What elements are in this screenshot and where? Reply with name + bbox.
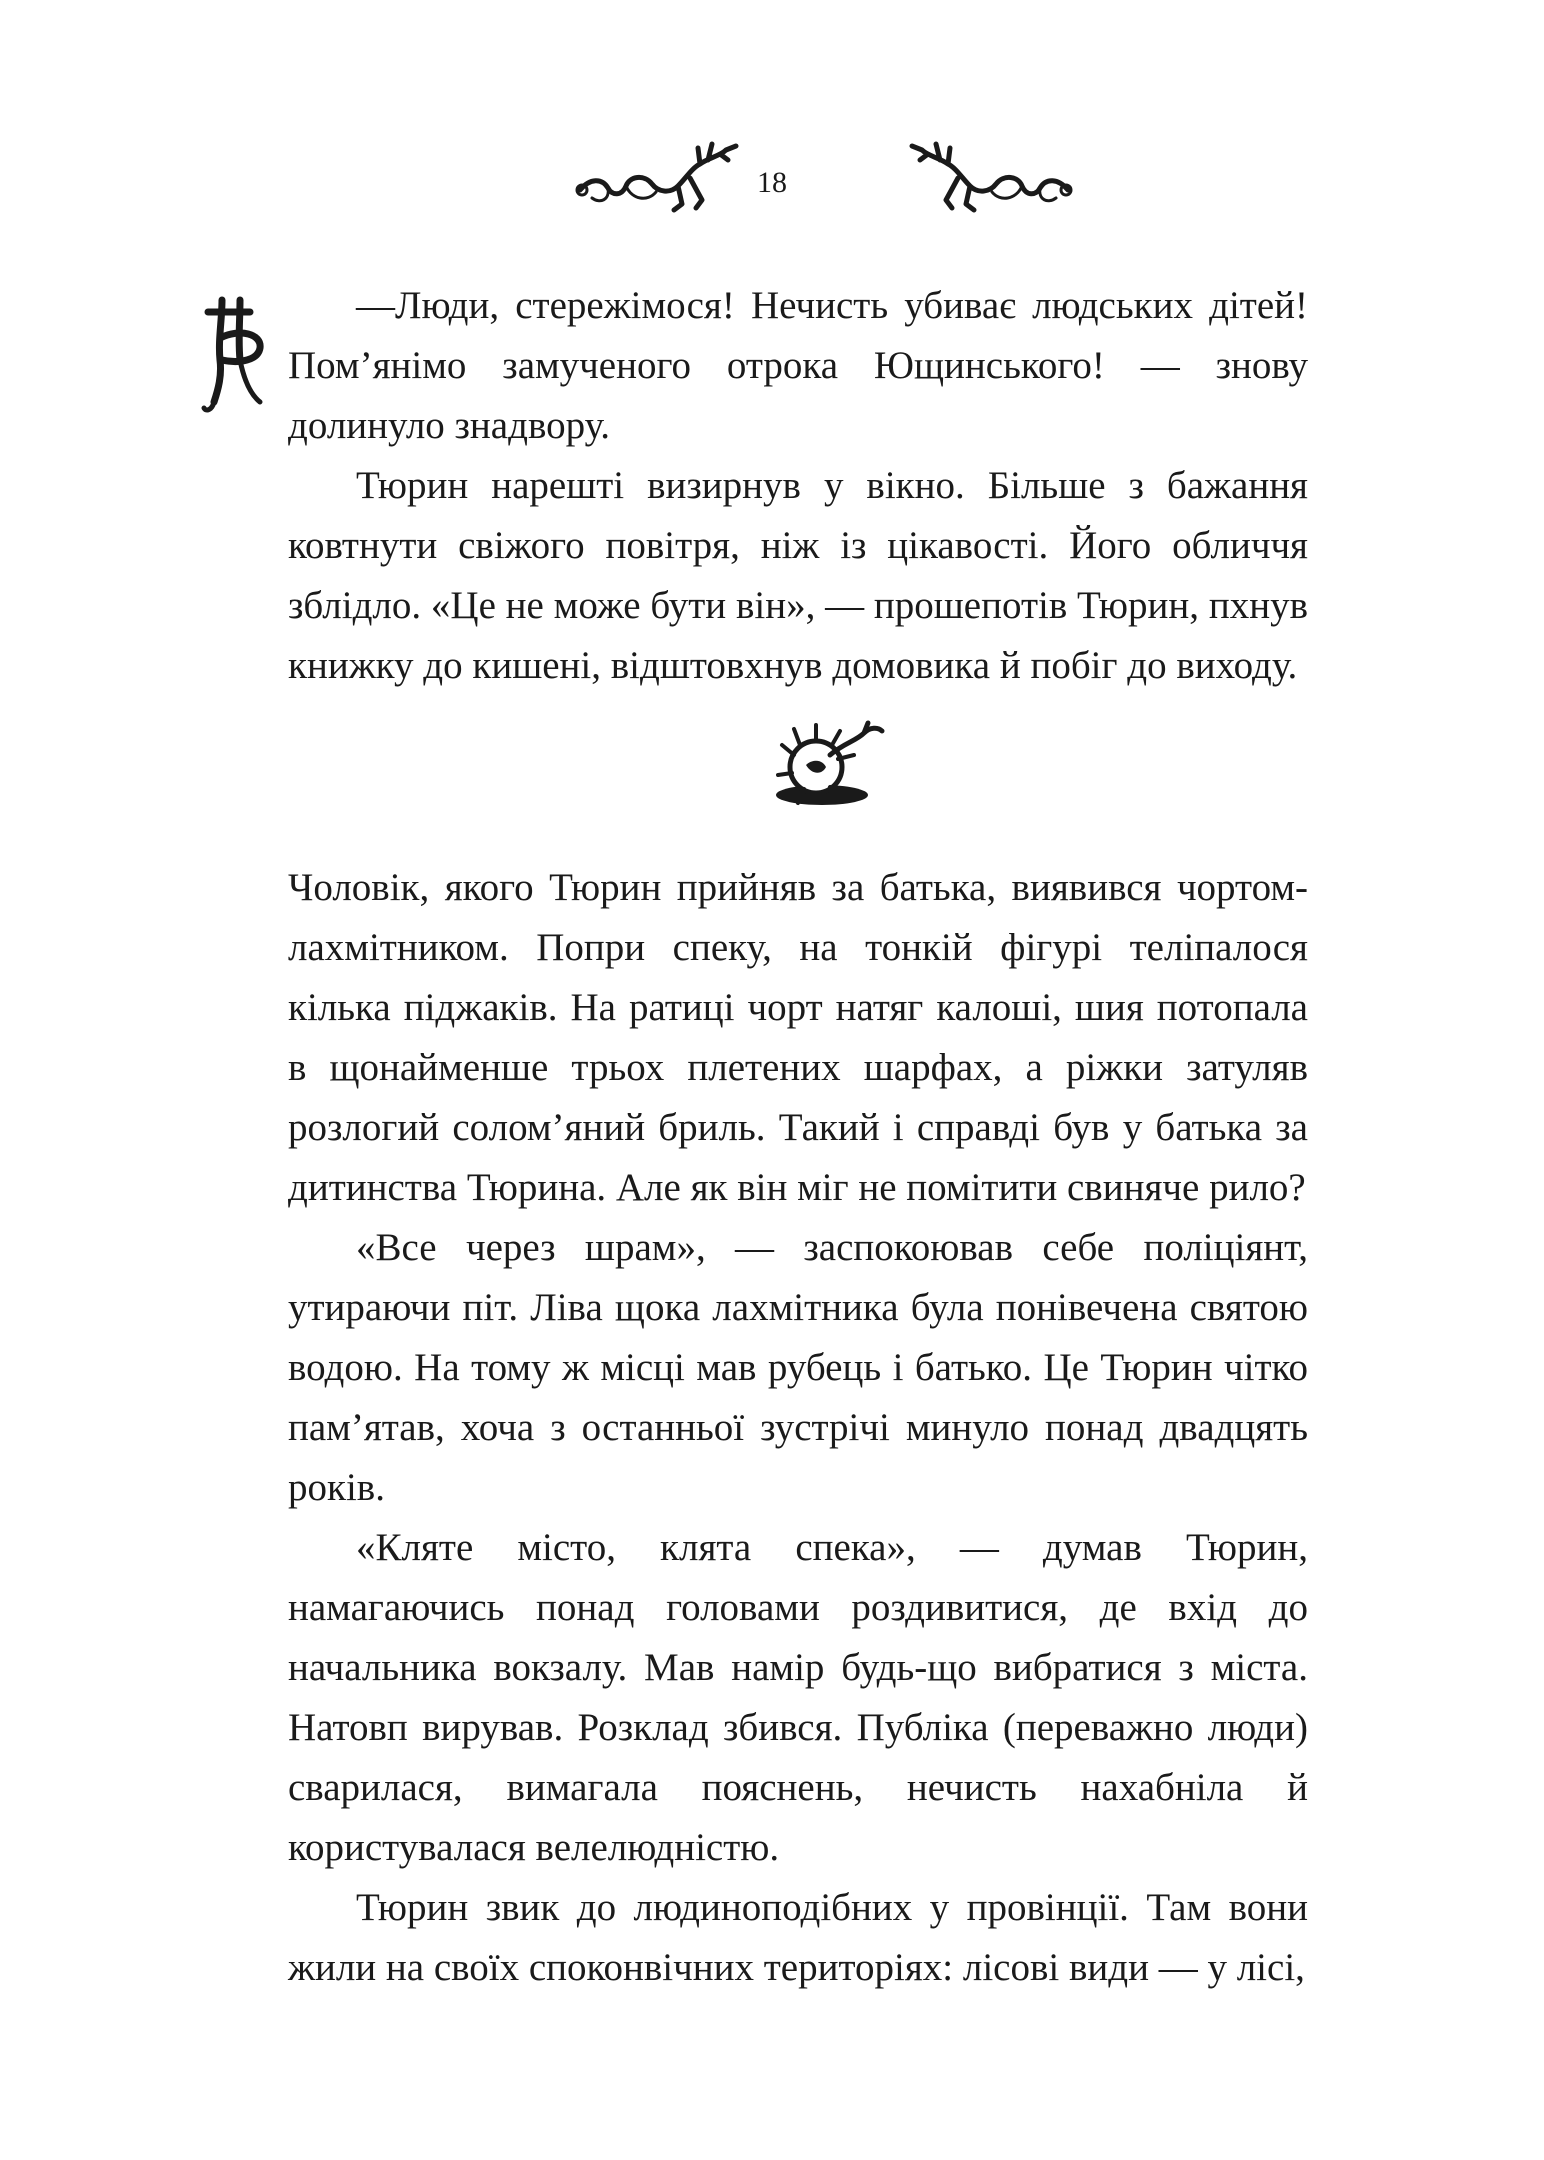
paragraph: Чоловік, якого Тюрин прийняв за батька, виявився чортом-лахмітником. Попри спеку, на тонкій фігурі теліпалося кілька піджаків. На ратиці чорт натяг калоші, шия потопала в щонайменше трьох плетених шарфах, а ріжки затуляв розлогий солом’яний бриль. Такий і справді був у батька за дитинства Тюрина. Але як він міг не помітити свиняче рило? [288,866,1308,1209]
paragraph: «Все через шрам», — заспокоював себе поліціянт, утираючи піт. Ліва щока лахмітника була понівечена святою водою. На тому ж місці мав рубець і батько. Це Тюрин чітко пам’ятав, хоча з останньої зустрічі минуло понад двадцять років. [288,1226,1308,1509]
page-number: 18 [757,166,787,199]
page-header [0,138,1544,238]
dragon-ornament-right-icon [888,138,1078,228]
letter-yat-ornament-icon [200,290,270,420]
paragraph: Тюрин нарешті визирнув у вікно. Більше з бажання ковтнути свіжого повітря, ніж із цікавості. Його обличчя зблідло. «Це не може бути він», — прошепотів Тюрин, пхнув книжку до кишені, відштовхнув домовика й побіг до виходу. [288,464,1308,687]
paragraph: «Кляте місто, клята спека», — думав Тюрин, намагаючись понад головами роздивитися, де вхід до начальника вокзалу. Мав намір будь-що вибратися з міста. Натовп вирував. Розклад збився. Публіка (переважно люди) сварилася, вимагала пояснень, нечисть нахабніла й користувалася велелюдністю. [288,1526,1308,1869]
paragraph: Тюрин звик до людиноподібних у провінції. Там вони жили на своїх споконвічних територіях: лісові види — у лісі, [288,1886,1308,1989]
text-section-1 [288,276,1308,696]
paragraph: —Люди, стережімося! Нечисть убиває людських дітей! Пом’янімо замученого отрока Ющинського! — знову долинуло знадвору. [288,284,1308,447]
text-section-2 [288,858,1308,1998]
chestnut-dragon-vignette-icon [760,715,890,815]
